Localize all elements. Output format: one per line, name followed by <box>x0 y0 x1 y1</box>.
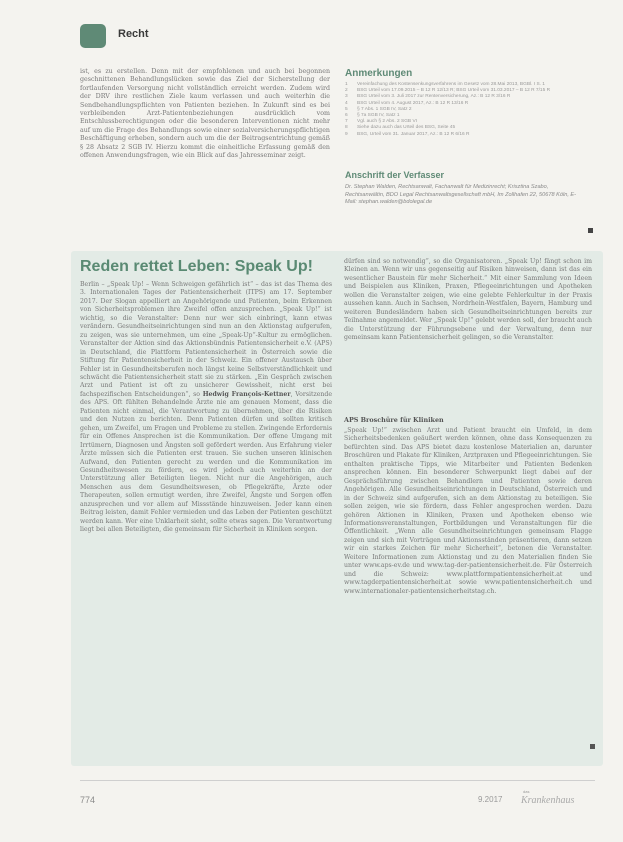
notes-list <box>345 82 585 138</box>
note-number: 1 <box>345 82 348 87</box>
note-text: BSG Urteil vom 17.09.2015 – B 12 R 12/13 R; BSG Urteil vom 31.03.2017 – B 12 R 7/15 R <box>357 88 551 94</box>
end-of-box-icon <box>590 744 595 749</box>
section-tag-icon <box>80 24 106 48</box>
authors-title: Anschrift der Verfasser <box>345 170 445 180</box>
end-of-article-icon <box>588 228 593 233</box>
box-title: Reden rettet Leben: Speak Up! <box>80 258 313 275</box>
note-number: 9 <box>345 131 348 137</box>
box-left-lead: Berlin – „Speak Up! – Wenn Schweigen gefährlich ist“ – das ist das Thema des 3. Internationalen Tages der Patientensicherheit (ITPS) am 17. September 2017. Der Slogan appelliert an Angehörigende und Patienten, beim Erkennen von Sicherheitsproblemen ihre Zweifel offen anzusprechen. „Speak Up!“ ist wichtig, so die Veranstalter: Denn nur wer sich einbringt, kann etwas verändern. Gesundheitseinrichtungen sind nun an den Aktionstag aufgerufen, zu zeigen, was sie unternehmen, um eine „Speak-Up“-Kultur zu ermöglichen. Veranstalter der Aktion sind das Aktionsbündnis Patientensicherheit e.V. (APS) in Deutschland, die Plattform Patientensicherheit in Österreich sowie die Stiftung für Patientensicherheit in der Schweiz. Ein offener Austausch über Fehler ist in Gesundheitsberufen noch längst keine Selbstverständlichkeit und schwächt die Patientensicherheit statt sie zu stärken. „Ein Gespräch zwischen Arzt und Patient ist oft zu unsicherer Gewissheit, nicht erst bei fachspezifischen Entscheidungen“, so <box>80 281 332 398</box>
box-right-column-top: dürfen sind so notwendig“, so die Organisatoren. „Speak Up! fängt schon im Kleinen an. Wenn wir uns gegenseitig auf Risiken hinweisen, dann ist das ein wesentlicher Baustein für mehr Sicherheit.“ Mit einer Sammlung von Ideen und Beispielen aus Kliniken, Praxen, Pflegeeinrichtungen und Apotheken wollen die Veranstalter zeigen, wie eine gelebte Fehlerkultur in der Praxis aussehen kann. Auch in Sachsen, Nordrhein-Westfalen, Bayern, Hamburg und weiteren Bundesländern haben sich Gesundheitseinrichtungen bereits zur Teilnahme angemeldet. Wer „Speak Up!“ gelebt werden soll, der braucht auch die Unterstützung der Führungsebene und der Verwaltung, denn nur gemeinsam kann Patientensicherheit gelingen, so die Veranstalter. <box>344 258 592 342</box>
box-subheading: APS Broschüre für Kliniken <box>344 416 444 424</box>
note-number: 3 <box>345 94 348 100</box>
authors-address: Dr. Stephan Walden, Rechtsanwalt, Fachanwalt für Medizinrecht; Krisztina Szabo, Rechtsanwältin, BDO Legal Rechtsanwaltsgesellschaft mbH, Im Zollhafen 22, 50678 Köln, E-Mail: stephan.walden@bdolegal.de <box>345 184 577 206</box>
note-text: BSG, Urteil vom 31. Januar 2017, Az.: B 12 R 6/16 R <box>357 131 470 137</box>
quoted-person: Hedwig François-Kettner <box>202 390 291 398</box>
note-text: § 7 Abs. 1 SGB IV, Satz 2 <box>357 106 412 112</box>
box-right-column-bottom: „Speak Up!“ zwischen Arzt und Patient braucht ein Umfeld, in dem Sicherheitsbedenken geäußert werden können, ohne dass Konsequenzen zu befürchten sind. Das APS bietet dazu kostenlose Materialien an, darunter Broschüren und Plakate für Kliniken, Arztpraxen und Pflegeeinrichtungen. Sie enthalten praktische Tipps, wie Mitarbeiter und Patienten Bedenken ansprechen können. Ein besonderer Schwerpunkt liegt dabei auf der Gesprächsführung zwischen Behandlern und Patienten sowie deren Angehörigen. Alle Gesundheitseinrichtungen in Deutschland, Österreich und in der Schweiz sind aufgerufen, sich an dem Aktionstag zu beteiligen. Sie sollen zeigen, wie sie fördern, dass Fehler angesprochen werden. Dazu gehören Aktionen in Kliniken, Praxen und Apotheken ebenso wie Informationsveranstaltungen, Fortbildungen und Veranstaltungen für die Öffentlichkeit. „Wenn alle Gesundheitseinrichtungen gemeinsam Flagge zeigen und sich mit Vorträgen und Aktionsständen präsentieren, dann setzen wir ein starkes Zeichen für mehr Sicherheit“, betonen die Veranstalter. Weitere Informationen zum Aktionstag und zu den Materialien finden Sie unter www.aps-ev.de und www.tag-der-patientensicherheit.de. Für Österreich und die Schweiz: www.plattformpatientensicherheit.at und www.tagderpatientensicherheit.at sowie www.patientensicherheit.ch und www.internationaler-patientensicherheitstag.ch. <box>344 427 592 595</box>
note-text: § 7a SGB IV, Satz 1 <box>357 113 400 119</box>
note-number: 6 <box>345 113 348 119</box>
magazine-article: das <box>523 789 530 794</box>
box-left-column <box>80 281 332 759</box>
article-continuation: ist, es zu erstellen. Denn mit der empfohlenen und auch bei begonnen geschnittenen Behandlungslücken sowie das Ziel der Sicherstellung der fortlaufenden Versorgung nicht vollständlich erreicht werden. Zudem wird der DRV ihre restlichen Ziele kaum verlassen und auch weiterhin die Sendbehandlungspflichten von Patienten beziehen. In Zukunft sind es bei verbleibenden Arzt-Patientenbeziehungen ausdrücklich vom Entschlussberechtigungen oder die besonderen Interventionen nicht mehr auf um die Frage des Behandlungs sowie einer sozialversicherungspflichtigen Beschäftigung erheben, sondern auch um die der Beitragsentrichtung gemäß § 28 Absatz 2 SGB IV. Hierzu kommt die einheitliche Erfassung gemäß den offenen Anwendungsfragen, wie ein Blick auf das Jahresseminar zeigt. <box>80 68 330 160</box>
note-number: 4 <box>345 100 348 106</box>
box-left-rest: , Vorsitzende des APS. Oft fühlten Behandelnde Ärzte nie am genauen Moment, dass die Patienten nicht einmal, die Verantwortung zu übernehmen, über die Risiken und den Nutzen zu berichten. Denn Patienten dürfen und sollten kritisch gehen, um Zweifel, um Fragen und Probleme zu stellen. Zwingende Erfordernis für ein Offenes Ansprechen ist die Kommunikation. Der offene Umgang mit Irrtümern, Diagnosen und Ängsten soll gefördert werden. Aus Erfahrung vieler Ärzte müssen sich die Patienten erst trauen. Sie suchen unseren klinischen Aufwand, den Patienten gerecht zu werden und die Kommunikation im Gesundheitswesen zu fördern, es wird jedoch auch weiterhin an der Unterstützung aller Beteiligten liegen. Nicht nur die Angehörigen, auch Menschen aus dem Gesundheitswesen, ob Pflegekräfte, Ärzte oder Therapeuten, sollen ermutigt werden, ihre Zweifel, Ängste und Sorgen offen anzusprechen und vor allem auf Missstände hinzuweisen. Jeder kann einen Beitrag leisten, damit Fehler vermieden und das Leben der Patienten geschützt werden kann. Wer eine Unklarheit sieht, sollte etwas sagen. Die Verantwortung liegt bei allen Beteiligten, die gemeinsam für Sicherheit in Kliniken sorgen. <box>80 390 332 534</box>
section-label: Recht <box>118 28 149 40</box>
note-text: BSG Urteil vom 4. August 2017, Az.: B 12 R 13/16 R <box>357 100 469 106</box>
footer-divider <box>80 780 595 781</box>
note-item <box>345 132 585 138</box>
note-text: Vgl. auch § 2 Abs. 2 SGB VI <box>357 119 417 125</box>
note-number: 7 <box>345 119 348 125</box>
page-number: 774 <box>80 795 96 805</box>
note-text: BSG Urteil vom 3. Juli 2017 zur Rentenversicherung, Az.: B 12 R 3/16 R <box>357 94 511 100</box>
note-text: Vereinfachung des Kostensenkungsverfahrens im Gesetz vom 28.Mai 2013, BGBl. I S. 1 <box>357 82 545 87</box>
note-number: 8 <box>345 125 348 131</box>
note-number: 2 <box>345 88 348 94</box>
issue-number: 9.2017 <box>478 795 503 804</box>
notes-title: Anmerkungen <box>345 68 413 79</box>
note-number: 5 <box>345 106 348 112</box>
note-text: Siehe dazu auch das Urteil des BSG, Seite 45 <box>357 125 456 131</box>
magazine-logo: Krankenhaus <box>521 795 575 806</box>
